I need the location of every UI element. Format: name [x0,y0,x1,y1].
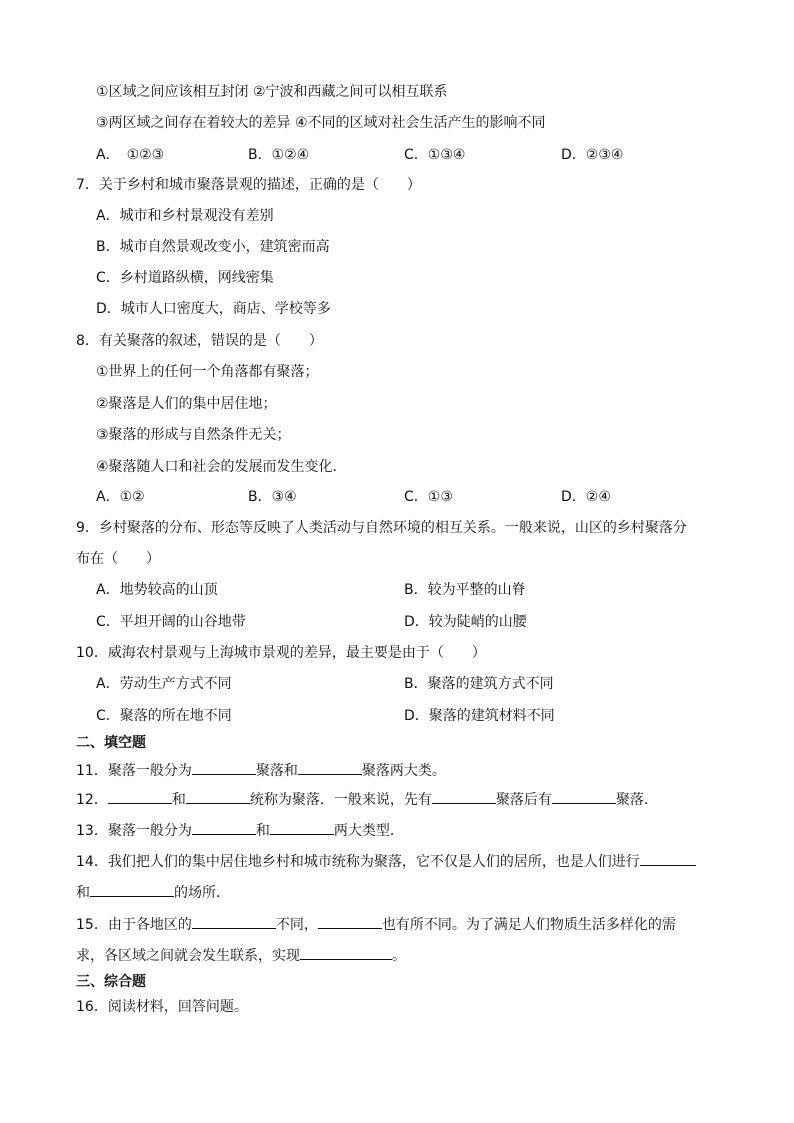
q9-stem-line-2: 布在（ ） [76,551,160,567]
q15-text-4: 求，各区域之间就会发生联系，实现 [76,948,300,964]
q14-blank-2[interactable] [90,882,174,897]
q14-line-2 [76,882,230,902]
q12-blank-1[interactable] [108,789,172,804]
q15-text-5: 。 [392,948,406,964]
q11-text-2: 聚落和 [255,763,298,779]
q13 [76,820,404,840]
q12-text-5: 聚落． [615,792,658,808]
q8-option-d[interactable]: D．②④ [561,489,611,505]
q7-stem: 7．关于乡村和城市聚落景观的描述，正确的是（ ） [76,177,421,193]
q13-text-2: 和 [255,823,270,839]
q15-text-2: 不同， [275,917,318,933]
q13-text-3: 两大类型． [333,823,404,839]
q11-text-3: 聚落两大类。 [361,763,446,779]
section-fill-in-heading: 二、填空题 [76,735,146,751]
q13-blank-1[interactable] [192,820,256,835]
q7-option-c[interactable]: C．乡村道路纵横，网线密集 [96,270,274,286]
q8-option-c[interactable]: C．①③ [404,489,453,505]
q8-option-a[interactable]: A．①② [96,489,145,505]
q12-text-1: 12． [76,792,108,808]
q14-line-1 [76,851,696,871]
q6-option-d[interactable]: D．②③④ [561,147,624,163]
q6-statements-1-2: ①区域之间应该相互封闭 ②宁波和西藏之间可以相互联系 [96,84,448,100]
q10-stem: 10．威海农村景观与上海城市景观的差异，最主要是由于（ ） [76,645,486,661]
q12-blank-2[interactable] [186,789,250,804]
q14-text-2: 和 [76,885,90,901]
q6-option-b[interactable]: B．①②④ [248,147,310,163]
q11-blank-1[interactable] [192,760,256,775]
q8-statement-4: ④聚落随人口和社会的发展而发生变化． [96,459,347,475]
q14-text-3: 的场所． [174,885,230,901]
q13-blank-2[interactable] [270,820,334,835]
q9-option-d[interactable]: D．较为陡峭的山腰 [404,614,527,630]
q15-text-1: 15．由于各地区的 [76,917,192,933]
q11-text-1: 11．聚落一般分为 [76,763,192,779]
q7-option-d[interactable]: D．城市人口密度大，商店、学校等多 [96,301,331,317]
q9-option-a[interactable]: A．地势较高的山顶 [96,582,218,598]
q9-option-b[interactable]: B．较为平整的山脊 [404,582,526,598]
q7-option-a[interactable]: A．城市和乡村景观没有差别 [96,208,274,224]
q15-blank-3[interactable] [300,945,392,960]
q15-line-1 [76,914,676,934]
q14-blank-1[interactable] [640,851,696,866]
q10-option-a[interactable]: A．劳动生产方式不同 [96,676,232,692]
q10-option-b[interactable]: B．聚落的建筑方式不同 [404,676,554,692]
q6-option-a[interactable]: A． ①②③ [96,147,165,163]
q16-stem: 16．阅读材料，回答问题。 [76,999,248,1015]
q12-text-4: 聚落后有 [495,792,552,808]
q8-statement-3: ③聚落的形成与自然条件无关； [96,427,291,443]
q8-statement-2: ②聚落是人们的集中居住地； [96,396,277,412]
q12 [76,789,658,809]
q10-option-d[interactable]: D．聚落的建筑材料不同 [404,708,555,724]
q8-stem: 8．有关聚落的叙述，错误的是（ ） [76,333,323,349]
q15-blank-2[interactable] [318,914,382,929]
q7-option-b[interactable]: B．城市自然景观改变小，建筑密而高 [96,239,330,255]
q14-text-1: 14．我们把人们的集中居住地乡村和城市统称为聚落，它不仅是人们的居所，也是人们进行 [76,854,640,870]
q12-text-2: 和 [171,792,186,808]
q11 [76,760,446,780]
q15-text-3: 也有所不同。为了满足人们物质生活多样化的需 [381,917,676,933]
q10-option-c[interactable]: C．聚落的所在地不同 [96,708,232,724]
q8-option-b[interactable]: B．③④ [248,489,297,505]
q6-statements-3-4: ③两区域之间存在着较大的差异 ④不同的区域对社会生活产生的影响不同 [96,115,546,131]
q11-blank-2[interactable] [298,760,362,775]
q12-blank-4[interactable] [552,789,616,804]
q12-blank-3[interactable] [432,789,496,804]
q15-line-2 [76,945,406,965]
q6-option-c[interactable]: C．①③④ [404,147,466,163]
q8-statement-1: ①世界上的任何一个角落都有聚落； [96,364,319,380]
q13-text-1: 13．聚落一般分为 [76,823,192,839]
q9-option-c[interactable]: C．平坦开阔的山谷地带 [96,614,246,630]
q15-blank-1[interactable] [192,914,276,929]
q12-text-3: 统称为聚落．一般来说，先有 [249,792,432,808]
section-comprehensive-heading: 三、综合题 [76,974,146,990]
q9-stem-line-1: 9．乡村聚落的分布、形态等反映了人类活动与自然环境的相互关系。一般来说，山区的乡村聚落分 [76,520,687,536]
